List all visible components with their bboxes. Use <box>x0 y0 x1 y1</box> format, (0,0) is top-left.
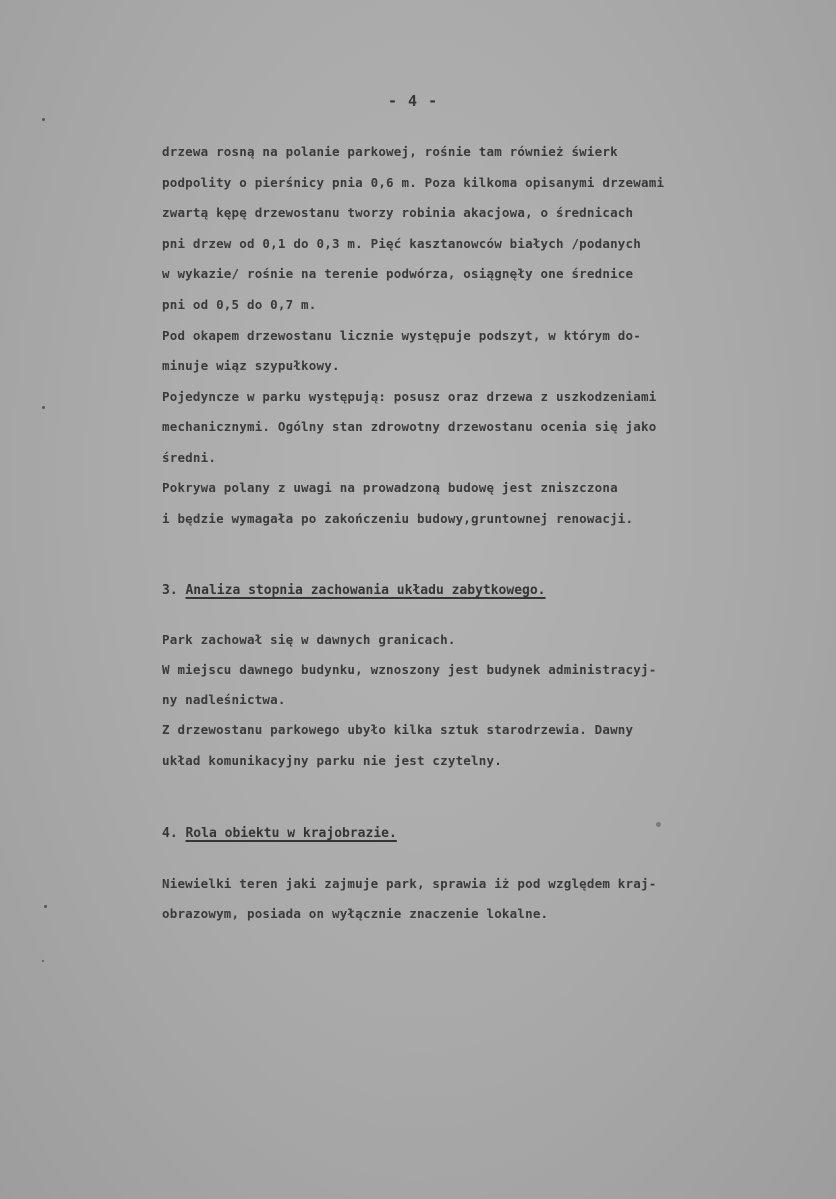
text-line: pni drzew od 0,1 do 0,3 m. Pięć kasztanowców białych /podanych <box>162 236 641 251</box>
paper-speck <box>42 118 45 121</box>
text-line: podpolity o pierśnicy pnia 0,6 m. Poza kilkoma opisanymi drzewami <box>162 175 665 190</box>
paper-speck <box>42 960 44 962</box>
paper-speck <box>44 905 47 908</box>
text-line: Z drzewostanu parkowego ubyło kilka sztuk starodrzewia. Dawny <box>162 722 634 737</box>
paper-speck <box>42 406 45 409</box>
text-line: Park zachował się w dawnych granicach. <box>162 632 456 647</box>
text-line: średni. <box>162 450 217 465</box>
text-line: Pokrywa polany z uwagi na prowadzoną budowę jest zniszczona <box>162 480 618 495</box>
text-line: minuje wiąz szypułkowy. <box>162 358 340 373</box>
text-line: mechanicznymi. Ogólny stan zdrowotny drzewostanu ocenia się jako <box>162 419 657 434</box>
text-line: zwartą kępę drzewostanu tworzy robinia akacjowa, o średnicach <box>162 205 634 220</box>
section-heading-3 <box>162 583 546 598</box>
section-number: 4. <box>162 826 178 841</box>
text-line: W miejscu dawnego budynku, wznoszony jest budynek administracyj- <box>162 662 657 677</box>
page-number: - 4 - <box>388 92 439 110</box>
section-number: 3. <box>162 583 178 598</box>
section-title: Rola obiektu w krajobrazie. <box>185 826 397 841</box>
text-line: ny nadleśnictwa. <box>162 692 286 707</box>
text-line: drzewa rosną na polanie parkowej, rośnie tam również świerk <box>162 144 618 159</box>
paper-speck <box>656 822 661 827</box>
text-line: obrazowym, posiada on wyłącznie znaczenie lokalne. <box>162 906 549 921</box>
text-line: pni od 0,5 do 0,7 m. <box>162 297 317 312</box>
section-heading-4 <box>162 826 397 841</box>
text-line: Pod okapem drzewostanu licznie występuje podszyt, w którym do- <box>162 328 641 343</box>
text-line: Niewielki teren jaki zajmuje park, sprawia iż pod względem kraj- <box>162 876 657 891</box>
section-title: Analiza stopnia zachowania układu zabytkowego. <box>185 583 546 598</box>
text-line: i będzie wymagała po zakończeniu budowy,gruntownej renowacji. <box>162 511 634 526</box>
text-line: w wykazie/ rośnie na terenie podwórza, osiągnęły one średnice <box>162 266 634 281</box>
text-line: Pojedyncze w parku występują: posusz oraz drzewa z uszkodzeniami <box>162 389 657 404</box>
text-line: układ komunikacyjny parku nie jest czytelny. <box>162 753 502 768</box>
